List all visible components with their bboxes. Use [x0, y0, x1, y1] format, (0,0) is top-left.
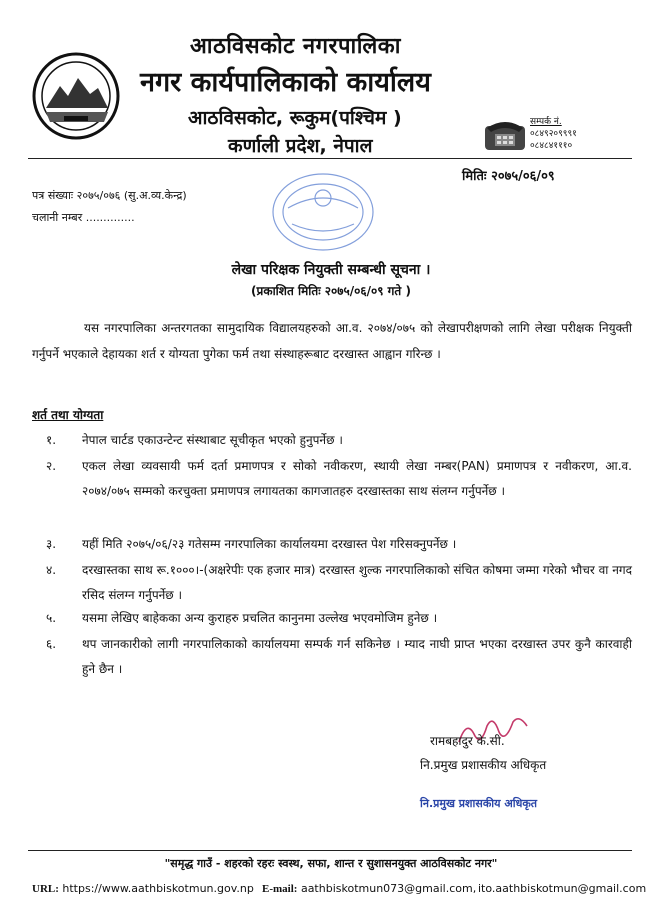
contact-label: सम्पर्क नं. [530, 117, 562, 127]
email-label: E-mail: [262, 883, 298, 895]
office-address: आठविसकोट, रूकुम(पश्चिम ) [188, 107, 402, 129]
issue-date: मितिः २०७५/०६/०९ [462, 169, 555, 184]
footer-email [262, 882, 476, 895]
condition-number: ५. [46, 611, 57, 625]
url-label: URL: [32, 883, 59, 895]
email-link-2[interactable]: ito.aathbiskotmun@gmail.com [478, 882, 647, 895]
condition-text: नेपाल चार्टड एकाउन्टेन्ट संस्थाबाट सूचीकृत भएको हुनुपर्नेछ । [82, 433, 343, 447]
footer-url [32, 882, 254, 895]
signatory-title: नि.प्रमुख प्रशासकीय अधिकृत [420, 758, 547, 772]
footer-divider [28, 850, 632, 851]
condition-number: ४. [46, 563, 57, 577]
municipality-name: आठविसकोट नगरपालिका [190, 34, 401, 59]
municipality-emblem-logo [30, 50, 122, 142]
condition-number: १. [46, 433, 57, 447]
phone-number-2: ०८४८४१११० [530, 141, 573, 151]
condition-text: यसमा लेखिए बाहेकका अन्य कुराहरु प्रचलित कानुनमा उल्लेख भएवमोजिम हुनेछ । [82, 611, 438, 625]
notice-body: यस नगरपालिका अन्तरगतका सामुदायिक विद्यालयहरुको आ.व. २०७४/०७५ को लेखापरीक्षणको लागि लेखा परीक्षक नियुक्ती गर्नुपर्ने भएकाले देहायका शर्त र योग्यता पुगेका फर्म तथा संस्थाहरूबाट दरखास्त आह्वान गरिन्छ । [32, 321, 632, 361]
contact-block [530, 116, 577, 152]
notice-title: लेखा परिक्षक नियुक्ती सम्बन्धी सूचना । [231, 262, 431, 278]
phone-number-1: ०८४९२०९९९१ [530, 129, 577, 139]
condition-number: २. [46, 459, 57, 473]
footer-slogan: "समृद्ध गाउँ - शहरको रहरः स्वस्थ, सफा, शान्त र सुशासनयुक्त आठविसकोट नगर" [164, 857, 498, 870]
telephone-icon [483, 118, 527, 152]
designation-stamp: नि.प्रमुख प्रशासकीय अधिकृत [420, 797, 538, 810]
condition-text: थप जानकारीको लागी नगरपालिकाको कार्यालयमा सम्पर्क गर्न सकिनेछ । म्याद नाघी प्राप्त भएका दरखास्त उपर कुनै कारवाही हुने छैन । [82, 637, 632, 676]
condition-item [32, 454, 632, 532]
conditions-heading: शर्त तथा योग्यता [32, 408, 104, 422]
header-divider [28, 158, 632, 159]
office-name: नगर कार्यपालिकाको कार्यालय [140, 67, 431, 98]
condition-item [32, 632, 632, 684]
condition-item [32, 428, 632, 454]
website-link[interactable]: https://www.aathbiskotmun.gov.np [62, 882, 254, 895]
signatory-name: रामबहादुर के.सी. [430, 734, 505, 748]
email-link-1[interactable]: aathbiskotmun073@gmail.com, [300, 882, 477, 895]
condition-text: एकल लेखा व्यवसायी फर्म दर्ता प्रमाणपत्र र सोको नवीकरण, स्थायी लेखा नम्बर(PAN) प्रमाणपत्र र नवीकरण, आ.व. २०७४/०७५ सम्मको करचुक्ता प्रमाणपत्र लगायतका कागजातहरु दरखास्तका साथ संलग्न गर्नुपर्नेछ । [82, 459, 632, 498]
condition-item [32, 532, 632, 558]
condition-item [32, 606, 632, 632]
condition-text: यहीं मिति २०७५/०६/२३ गतेसम्म नगरपालिका कार्यालयमा दरखास्त पेश गरिसक्नुपर्नेछ । [82, 537, 457, 551]
condition-text: दरखास्तका साथ रू.१०००।-(अक्षरेपीः एक हजार मात्र) दरखास्त शुल्क नगरपालिकाको संचित कोषमा जम्मा गरेको भौचर वा नगद रसिद संलग्न गर्नुपर्नेछ । [82, 563, 632, 602]
notice-published-date: (प्रकाशित मितिः २०७५/०६/०९ गते ) [251, 284, 411, 298]
condition-item [32, 558, 632, 610]
office-seal-stamp [268, 168, 378, 256]
condition-number: ६. [46, 637, 57, 651]
dispatch-number: चलानी नम्बर .............. [32, 211, 135, 224]
province-country: कर्णाली प्रदेश, नेपाल [228, 135, 373, 157]
reference-number: पत्र संख्याः २०७५/०७६ (सु.अ.व्य.केन्द्र) [32, 189, 187, 202]
condition-number: ३. [46, 537, 57, 551]
